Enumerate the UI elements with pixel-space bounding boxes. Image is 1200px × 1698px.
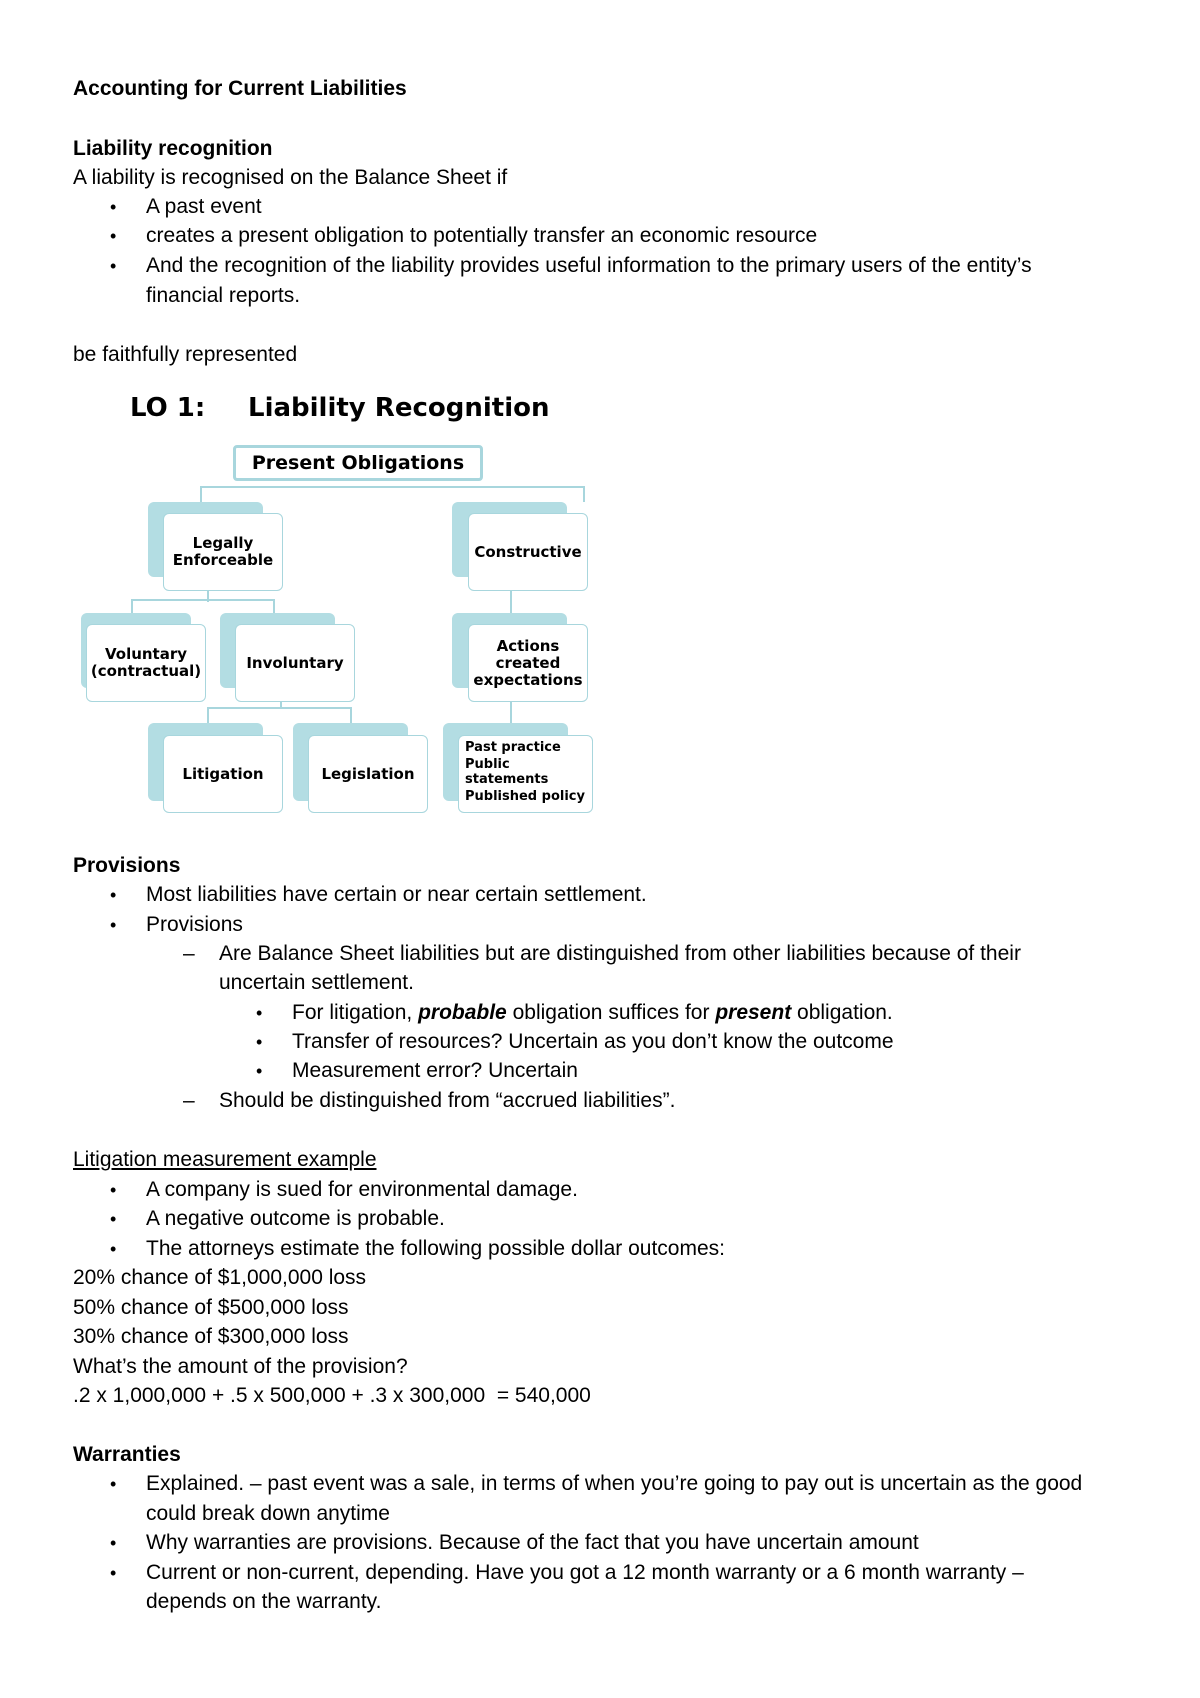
recognition-intro: A liability is recognised on the Balance Sheet if xyxy=(73,166,508,189)
bullet-icon: • xyxy=(110,885,117,905)
voluntary-box xyxy=(86,624,206,702)
outcome-line: 20% chance of $1,000,000 loss xyxy=(73,1266,367,1289)
detail-text: obligation. xyxy=(791,1001,893,1024)
contractual-line: (contractual) xyxy=(90,662,202,680)
bullet-icon: • xyxy=(110,1474,117,1494)
warranties-bullet-continuation: depends on the warranty. xyxy=(146,1590,382,1613)
constructive-box: Constructive xyxy=(468,513,588,591)
provision-calculation: .2 x 1,000,000 + .5 x 500,000 + .3 x 300,000 = 540,000 xyxy=(73,1384,591,1407)
detail-text: obligation suffices for xyxy=(506,1001,716,1024)
bullet-icon: • xyxy=(110,1563,117,1583)
legally-line: Legally xyxy=(192,534,254,552)
connector xyxy=(200,486,585,488)
bullet-icon: • xyxy=(110,226,117,246)
lo-label: LO 1: xyxy=(130,393,206,423)
document-title: Accounting for Current Liabilities xyxy=(73,77,407,100)
legally-enforceable-box xyxy=(163,513,283,591)
created-line: created xyxy=(495,653,561,672)
public-line: Public xyxy=(465,757,510,772)
actions-box xyxy=(468,624,588,702)
litigation-bullet: A company is sued for environmental damage. xyxy=(146,1178,578,1201)
diagram-title-text: Liability Recognition xyxy=(248,393,550,423)
provisions-detail xyxy=(292,1000,893,1026)
probable-emphasis: probable xyxy=(418,1001,507,1024)
recognition-bullet: And the recognition of the liability provides useful information to the primary users of the entity’s xyxy=(146,254,1032,277)
connector xyxy=(131,599,275,601)
provisions-heading: Provisions xyxy=(73,854,181,877)
dash-icon: – xyxy=(183,1089,195,1112)
involuntary-box: Involuntary xyxy=(235,624,355,702)
warranties-heading: Warranties xyxy=(73,1443,181,1466)
recognition-bullet: creates a present obligation to potentially transfer an economic resource xyxy=(146,224,818,247)
bullet-icon: • xyxy=(110,1239,117,1259)
connector xyxy=(207,707,352,709)
warranties-bullet: Current or non-current, depending. Have you got a 12 month warranty or a 6 month warranty – xyxy=(146,1561,1024,1584)
statements-line: statements xyxy=(465,772,549,787)
liability-recognition-diagram xyxy=(75,385,615,815)
connector xyxy=(273,599,275,613)
constructive-sources-box xyxy=(458,735,593,813)
outcome-line: 50% chance of $500,000 loss xyxy=(73,1296,349,1319)
bullet-icon: • xyxy=(256,1003,263,1023)
connector xyxy=(350,707,352,723)
provisions-bullet: Provisions xyxy=(146,913,243,936)
bullet-icon: • xyxy=(110,197,117,217)
provisions-subpoint: Should be distinguished from “accrued liabilities”. xyxy=(219,1089,676,1112)
voluntary-line: Voluntary xyxy=(104,645,188,663)
recognition-heading: Liability recognition xyxy=(73,137,273,160)
bullet-icon: • xyxy=(110,1180,117,1200)
provisions-detail: Transfer of resources? Uncertain as you don’t know the outcome xyxy=(292,1030,894,1053)
provisions-detail: Measurement error? Uncertain xyxy=(292,1059,578,1082)
connector xyxy=(583,486,585,502)
connector xyxy=(200,486,202,502)
legislation-box: Legislation xyxy=(308,735,428,813)
recognition-bullet-continuation: financial reports. xyxy=(146,284,301,307)
enforceable-line: Enforceable xyxy=(172,551,274,569)
warranties-bullet-continuation: could break down anytime xyxy=(146,1502,390,1525)
published-policy-item: Published policy xyxy=(465,789,585,804)
bullet-icon: • xyxy=(110,1533,117,1553)
outcome-line: 30% chance of $300,000 loss xyxy=(73,1325,349,1348)
provisions-subpoint-continuation: uncertain settlement. xyxy=(219,971,414,994)
bullet-icon: • xyxy=(110,915,117,935)
detail-text: For litigation, xyxy=(292,1001,419,1024)
recognition-bullet: A past event xyxy=(146,195,262,218)
expectations-line: expectations xyxy=(473,670,583,689)
public-statements-item xyxy=(465,757,586,787)
connector xyxy=(131,599,133,613)
present-obligations-box: Present Obligations xyxy=(233,445,483,481)
litigation-heading: Litigation measurement example xyxy=(73,1148,377,1171)
warranties-bullet: Why warranties are provisions. Because of the fact that you have uncertain amount xyxy=(146,1531,919,1554)
bullet-icon: • xyxy=(256,1032,263,1052)
connector xyxy=(207,707,209,723)
dash-icon: – xyxy=(183,942,195,965)
connector xyxy=(510,590,512,613)
actions-line: Actions xyxy=(496,636,560,655)
past-practice-item: Past practice xyxy=(465,740,561,755)
litigation-box: Litigation xyxy=(163,735,283,813)
bullet-icon: • xyxy=(110,256,117,276)
bullet-icon: • xyxy=(256,1061,263,1081)
provisions-bullet: Most liabilities have certain or near certain settlement. xyxy=(146,883,647,906)
faithful-text: be faithfully represented xyxy=(73,343,298,366)
diagram-title xyxy=(130,393,549,423)
provision-question: What’s the amount of the provision? xyxy=(73,1355,408,1378)
present-emphasis: present xyxy=(715,1001,792,1024)
warranties-bullet: Explained. – past event was a sale, in terms of when you’re going to pay out is uncertain as the good xyxy=(146,1472,1083,1495)
provisions-subpoint: Are Balance Sheet liabilities but are distinguished from other liabilities because of their xyxy=(219,942,1021,965)
bullet-icon: • xyxy=(110,1209,117,1229)
litigation-bullet: A negative outcome is probable. xyxy=(146,1207,445,1230)
litigation-bullet: The attorneys estimate the following possible dollar outcomes: xyxy=(146,1237,725,1260)
